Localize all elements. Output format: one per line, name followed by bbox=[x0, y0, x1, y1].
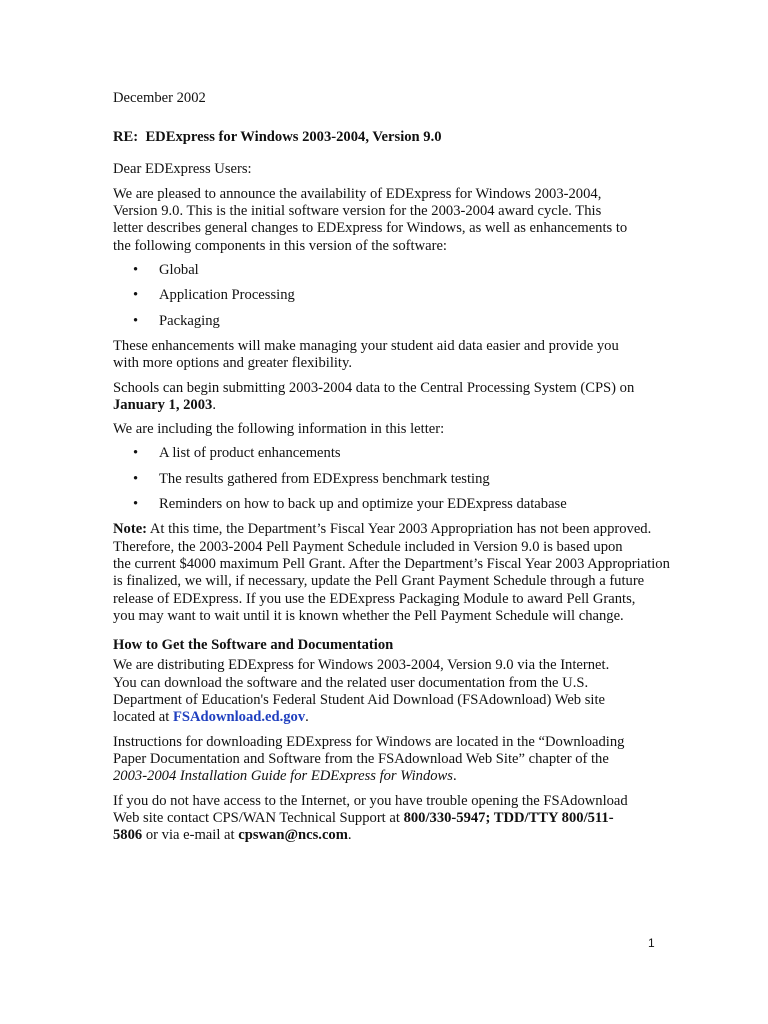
section-heading: How to Get the Software and Documentation bbox=[113, 637, 394, 654]
bullet-icon: • bbox=[133, 445, 139, 462]
intro-line: the following components in this version of the software: bbox=[113, 237, 447, 254]
paragraph-line: with more options and greater flexibility. bbox=[113, 355, 352, 372]
paragraph-line: Department of Education's Federal Student Aid Download (FSAdownload) Web site bbox=[113, 692, 606, 709]
phone-number-end: 5806 bbox=[113, 827, 143, 844]
re-line bbox=[113, 129, 713, 146]
paragraph-line: release of EDExpress. If you use the EDExpress Packaging Module to award Pell Grants, bbox=[113, 590, 636, 607]
paragraph-line: Schools can begin submitting 2003-2004 data to the Central Processing System (CPS) on bbox=[113, 379, 635, 396]
including-paragraph: We are including the following information in this letter: bbox=[113, 421, 445, 438]
schools-paragraph: Schools can begin submitting 2003-2004 data to the Central Processing System (CPS) on January 1, 2003. bbox=[113, 380, 713, 415]
salutation: Dear EDExpress Users: bbox=[113, 160, 252, 177]
bullet-icon: • bbox=[133, 287, 139, 304]
email-address[interactable]: cpswan@ncs.com bbox=[238, 827, 348, 844]
list-item: • Global bbox=[133, 262, 199, 279]
note-label: Note: bbox=[113, 521, 148, 538]
enhancement-paragraph bbox=[113, 338, 713, 373]
bullet-icon: • bbox=[133, 262, 139, 279]
paragraph-line: You can download the software and the related user documentation from the U.S. bbox=[113, 674, 589, 691]
note-paragraph: Note: At this time, the Department’s Fiscal Year 2003 Appropriation has not been approved. Therefore, the 2003-2004 Pell Payment Schedule included in Version 9.0 is based upon the current $4000 maximum Pell Grant. After the Department’s Fiscal Year 2003 Appropriation is finalized, we will, if necessary, update the Pell Grant Payment Schedule through a future release of EDExpress. If you use the EDExpress Packaging Module to award Pell Grants, you may want to wait until it is known whether the Pell Payment Schedule will change. bbox=[113, 521, 713, 625]
paragraph-line: Instructions for downloading EDExpress for Windows are located in the “Downloading bbox=[113, 733, 625, 750]
list-item: • Packaging bbox=[133, 312, 220, 329]
paragraph-line: These enhancements will make managing your student aid data easier and provide you bbox=[113, 337, 619, 354]
list-item: • A list of product enhancements bbox=[133, 445, 341, 462]
intro-line: We are pleased to announce the availability of EDExpress for Windows 2003-2004, bbox=[113, 185, 602, 202]
letter-date: December 2002 bbox=[113, 90, 206, 106]
paragraph-line: is finalized, we will, if necessary, update the Pell Grant Payment Schedule through a future bbox=[113, 573, 645, 590]
paragraph-line: If you do not have access to the Internet, or you have trouble opening the FSAdownload bbox=[113, 792, 628, 809]
list-item: • Reminders on how to back up and optimize your EDExpress database bbox=[133, 496, 567, 513]
intro-paragraph bbox=[113, 186, 713, 255]
paragraph-line: We are distributing EDExpress for Windows 2003-2004, Version 9.0 via the Internet. bbox=[113, 657, 610, 674]
intro-line: Version 9.0. This is the initial software version for the 2003-2004 award cycle. This bbox=[113, 203, 602, 220]
bullet-icon: • bbox=[133, 312, 139, 329]
re-subject: EDExpress for Windows 2003-2004, Version 9.0 bbox=[145, 129, 442, 146]
installation-guide-title: 2003-2004 Installation Guide for EDExpress for Windows bbox=[113, 768, 453, 785]
list-item: • Application Processing bbox=[133, 287, 295, 304]
intro-line: letter describes general changes to EDExpress for Windows, as well as enhancements to bbox=[113, 220, 628, 237]
phone-numbers: 800/330-5947; TDD/TTY 800/511- bbox=[403, 809, 614, 826]
bullet-icon: • bbox=[133, 496, 139, 513]
distributing-paragraph: We are distributing EDExpress for Windows 2003-2004, Version 9.0 via the Internet. You can download the software and the related user documentation from the U.S. Department of Education's Federal Student Aid Download (FSAdownload) Web site located at FSAdownload.ed.gov. bbox=[113, 657, 713, 726]
letter-page bbox=[113, 90, 713, 851]
paragraph-line: the current $4000 maximum Pell Grant. After the Department’s Fiscal Year 2003 Appropriation bbox=[113, 555, 670, 572]
paragraph-line: Therefore, the 2003-2004 Pell Payment Schedule included in Version 9.0 is based upon bbox=[113, 538, 623, 555]
fsadownload-link[interactable]: FSAdownload.ed.gov bbox=[172, 709, 306, 726]
instructions-paragraph: Instructions for downloading EDExpress for Windows are located in the “Downloading Paper Documentation and Software from the FSAdownload Web Site” chapter of the 2003-2004 Installation Guide for EDExpress for Windows. bbox=[113, 734, 713, 786]
page-number: 1 bbox=[648, 936, 655, 950]
paragraph-line: Paper Documentation and Software from the FSAdownload Web Site” chapter of the bbox=[113, 750, 609, 767]
bullet-icon: • bbox=[133, 470, 139, 487]
list-item: • The results gathered from EDExpress benchmark testing bbox=[133, 470, 490, 487]
contact-paragraph: If you do not have access to the Internet, or you have trouble opening the FSAdownload Web site contact CPS/WAN Technical Support at 800/330-5947; TDD/TTY 800/511- 5806 or via e-mail at cpswan@ncs.com. bbox=[113, 793, 713, 845]
start-date: January 1, 2003 bbox=[113, 396, 213, 413]
components-list bbox=[113, 262, 713, 330]
paragraph-line: you may want to wait until it is known whether the Pell Payment Schedule will change. bbox=[113, 607, 624, 624]
re-prefix: RE: bbox=[113, 129, 139, 146]
info-list bbox=[113, 445, 713, 513]
